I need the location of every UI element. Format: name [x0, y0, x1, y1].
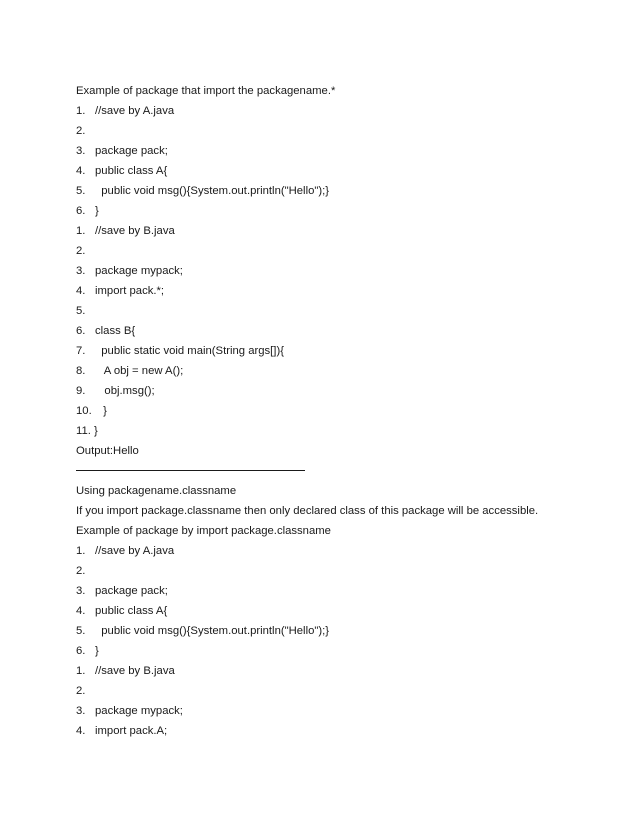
code-text: }: [95, 205, 99, 217]
line-number: 7.: [76, 345, 86, 357]
line-number: 3.: [76, 705, 86, 717]
code-line: [76, 604, 167, 618]
code-line: [76, 664, 175, 678]
line-number: 6.: [76, 205, 86, 217]
output-text: Output:Hello: [76, 445, 139, 457]
code-text: import pack.A;: [95, 725, 168, 737]
code-line: [76, 304, 95, 318]
code-text: }: [94, 425, 98, 437]
line-number: 5.: [76, 185, 86, 197]
code-text: public static void main(String args[]){: [95, 345, 284, 357]
line-number: 3.: [76, 265, 86, 277]
heading-classname: Using packagename.classname: [76, 485, 237, 497]
line-number: 10.: [76, 405, 92, 417]
heading-import-class: Example of package by import package.classname: [76, 525, 331, 537]
code-line: [76, 104, 174, 118]
line-number: 2.: [76, 685, 86, 697]
line-number: 6.: [76, 325, 86, 337]
code-text: import pack.*;: [95, 285, 165, 297]
code-line: [76, 164, 167, 178]
code-line: [76, 684, 95, 698]
code-text: package pack;: [95, 585, 168, 597]
code-text: //save by B.java: [95, 225, 175, 237]
code-line: [76, 424, 98, 438]
line-number: 3.: [76, 585, 86, 597]
code-line: [76, 624, 329, 638]
code-line: [76, 724, 167, 738]
horizontal-rule: [76, 470, 305, 471]
code-line: [76, 404, 107, 418]
line-number: 1.: [76, 225, 86, 237]
code-text: }: [100, 405, 107, 417]
code-line: [76, 264, 183, 278]
code-text: package mypack;: [95, 705, 183, 717]
line-number: 2.: [76, 565, 86, 577]
line-number: 4.: [76, 165, 86, 177]
line-number: 5.: [76, 625, 86, 637]
line-number: 2.: [76, 125, 86, 137]
code-text: package pack;: [95, 145, 168, 157]
paragraph-text: If you import package.classname then only declared class of this package will be accessible.: [76, 505, 539, 517]
line-number: 8.: [76, 365, 86, 377]
code-line: [76, 144, 168, 158]
code-line: [76, 544, 174, 558]
line-number: 6.: [76, 645, 86, 657]
code-text: }: [95, 645, 99, 657]
code-line: [76, 324, 135, 338]
line-number: 1.: [76, 105, 86, 117]
code-line: [76, 244, 95, 258]
line-number: 4.: [76, 285, 86, 297]
code-text: obj.msg();: [95, 385, 155, 397]
code-line: [76, 344, 284, 358]
code-text: //save by B.java: [95, 665, 175, 677]
code-line: [76, 364, 183, 378]
code-text: public void msg(){System.out.println("Hello");}: [95, 185, 330, 197]
code-text: public class A{: [95, 165, 168, 177]
line-number: 9.: [76, 385, 86, 397]
code-line: [76, 124, 95, 138]
line-number: 1.: [76, 545, 86, 557]
code-line: [76, 644, 99, 658]
code-text: class B{: [95, 325, 136, 337]
code-line: [76, 184, 329, 198]
line-number: 2.: [76, 245, 86, 257]
code-line: [76, 384, 155, 398]
code-line: [76, 584, 168, 598]
line-number: 5.: [76, 305, 86, 317]
line-number: 11.: [76, 425, 91, 437]
code-line: [76, 564, 95, 578]
line-number: 4.: [76, 605, 86, 617]
code-text: //save by A.java: [95, 545, 175, 557]
code-text: public void msg(){System.out.println("Hello");}: [95, 625, 330, 637]
code-text: public class A{: [95, 605, 168, 617]
code-line: [76, 204, 99, 218]
code-text: A obj = new A();: [95, 365, 184, 377]
code-line: [76, 284, 164, 298]
line-number: 3.: [76, 145, 86, 157]
line-number: 1.: [76, 665, 86, 677]
code-text: //save by A.java: [95, 105, 175, 117]
code-line: [76, 704, 183, 718]
code-text: package mypack;: [95, 265, 183, 277]
line-number: 4.: [76, 725, 86, 737]
code-line: [76, 224, 175, 238]
heading-import-all: Example of package that import the packagename.*: [76, 85, 336, 97]
